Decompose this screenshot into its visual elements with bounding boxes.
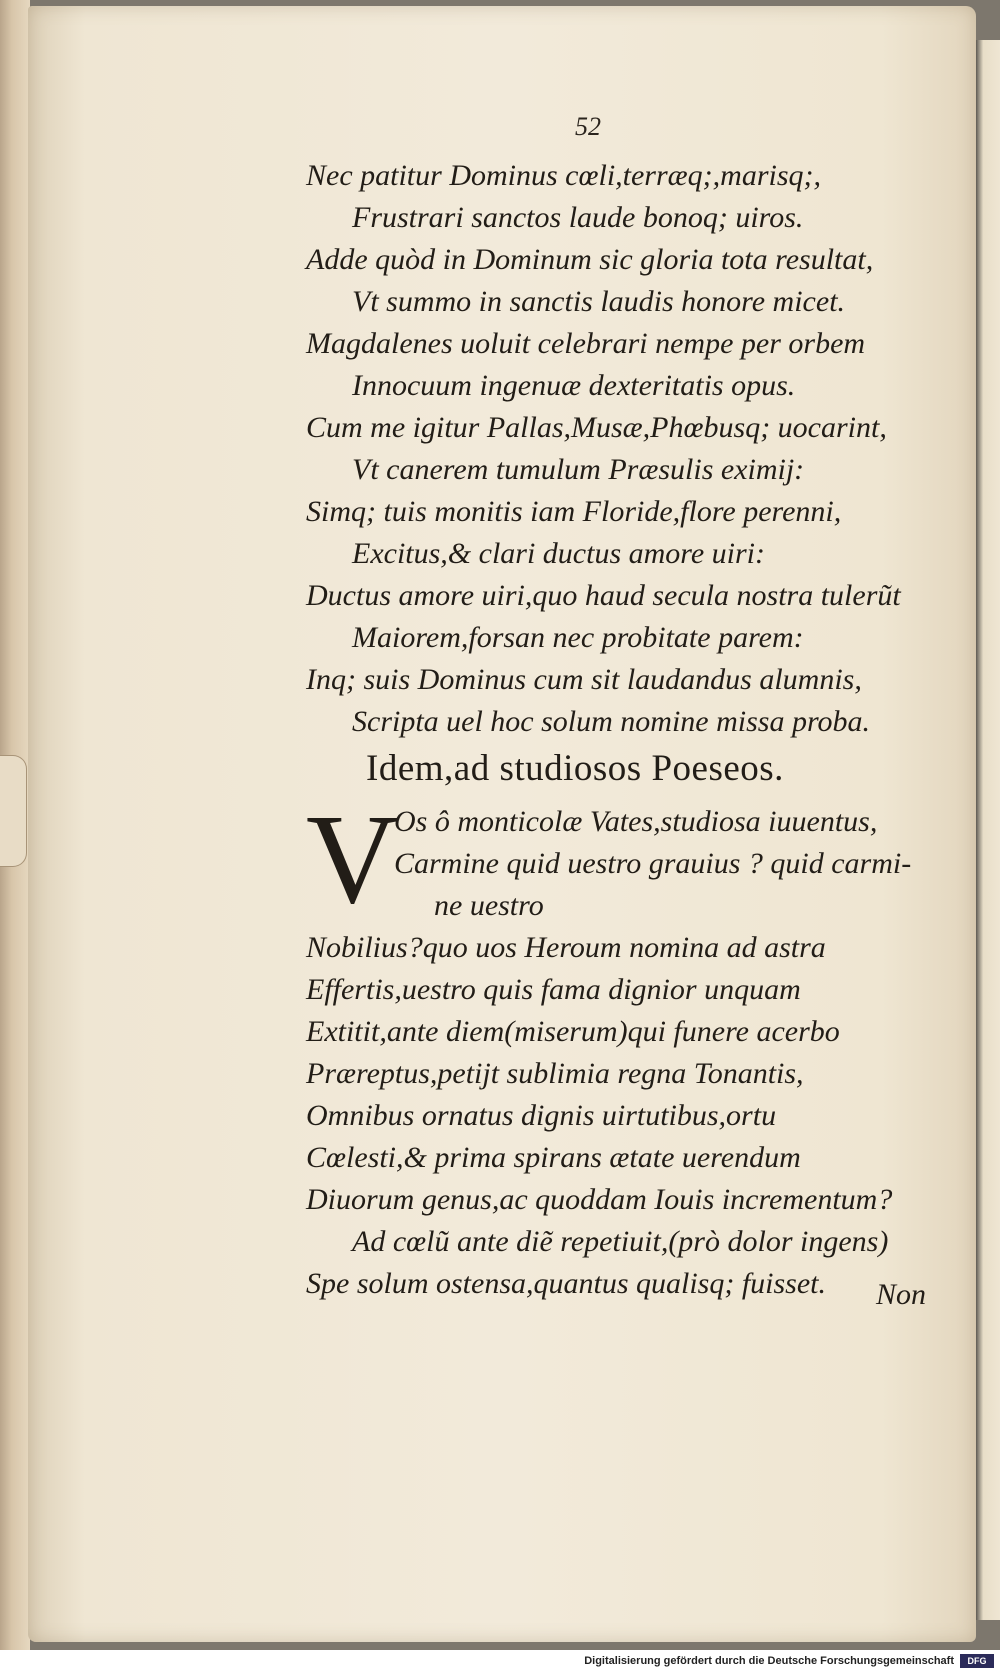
dropcap-letter: V xyxy=(306,788,399,930)
dropcap-line: Os ô monticolæ Vates,studiosa iuuentus, xyxy=(394,805,878,838)
verse-line: Innocuum ingenuæ dexteritatis opus. xyxy=(352,369,796,402)
verse-line: Adde quòd in Dominum sic gloria tota resultat, xyxy=(306,243,874,276)
text-block xyxy=(306,155,946,1305)
verse-line: Maiorem,forsan nec probitate parem: xyxy=(352,621,804,654)
verse-line: Nec patitur Dominus cœli,terræq;,marisq;, xyxy=(306,159,821,192)
verse-line: Præreptus,petijt sublimia regna Tonantis, xyxy=(306,1057,804,1090)
verse-line: Effertis,uestro quis fama dignior unquam xyxy=(306,973,801,1006)
dropcap-paragraph xyxy=(306,788,946,930)
verse-line: Diuorum genus,ac quoddam Iouis incrementum? xyxy=(306,1183,893,1216)
verse-line: Excitus,& clari ductus amore uiri: xyxy=(352,537,765,570)
catchword: Non xyxy=(876,1278,927,1311)
verse-block-bottom xyxy=(306,927,946,1305)
verse-line: Vt summo in sanctis laudis honore micet. xyxy=(352,285,846,318)
dropcap-line: Carmine quid uestro grauius ? quid carmi- xyxy=(394,847,912,880)
next-page-edge xyxy=(976,40,1000,1620)
verse-line: Vt canerem tumulum Præsulis eximij: xyxy=(352,453,805,486)
page-number: 52 xyxy=(575,112,601,141)
verse-line: Cum me igitur Pallas,Musæ,Phœbusq; uocarint, xyxy=(306,411,887,444)
verse-line: Ad cœlũ ante diẽ repetiuit,(prò dolor ingens) xyxy=(352,1225,889,1258)
verse-line: Omnibus ornatus dignis uirtutibus,ortu xyxy=(306,1099,777,1132)
dfg-logo-icon: DFG xyxy=(960,1654,994,1668)
footer-credit: Digitalisierung gefördert durch die Deutsche Forschungsgemeinschaft xyxy=(584,1655,954,1667)
dropcap-line: ne uestro xyxy=(434,889,544,922)
verse-line: Simq; tuis monitis iam Floride,flore perenni, xyxy=(306,495,842,528)
verse-line: Extitit,ante diem(miserum)qui funere acerbo xyxy=(306,1015,840,1048)
verse-line: Nobilius?quo uos Heroum nomina ad astra xyxy=(306,931,826,964)
verse-line: Scripta uel hoc solum nomine missa proba. xyxy=(352,705,871,738)
verse-line: Magdalenes uoluit celebrari nempe per orbem xyxy=(306,327,866,360)
verse-line: Ductus amore uiri,quo haud secula nostra tulerũt xyxy=(306,579,901,612)
verse-line: Spe solum ostensa,quantus qualisq; fuisset. xyxy=(306,1267,827,1300)
verse-line: Cœlesti,& prima spirans ætate uerendum xyxy=(306,1141,801,1174)
verse-block-top xyxy=(306,155,946,743)
verse-line: Inq; suis Dominus cum sit laudandus alumnis, xyxy=(306,663,862,696)
page-tab xyxy=(0,755,27,867)
section-heading: Idem,ad studiosos Poeseos. xyxy=(366,748,784,789)
verse-line: Frustrari sanctos laude bonoq; uiros. xyxy=(352,201,804,234)
